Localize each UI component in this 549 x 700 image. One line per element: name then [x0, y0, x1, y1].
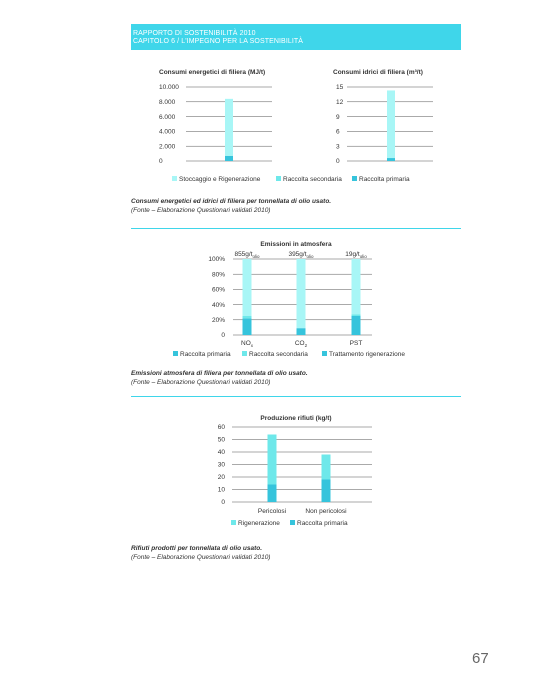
chart-rifiuti-title: Produzione rifiuti (kg/t)	[260, 415, 332, 422]
chart-rifiuti-bar-segment	[322, 455, 331, 480]
chart-idrici-bar-segment	[387, 158, 395, 161]
caption-consumi-title: Consumi energetici ed idrici di filiera per tonnellata di olio usato.	[131, 198, 332, 205]
chart-energia-tick-label: 2.000	[159, 143, 176, 151]
chart-idrici-tick-label: 15	[336, 84, 344, 92]
chart-consumi-legend-label: Raccolta primaria	[359, 176, 410, 183]
report-title: RAPPORTO DI SOSTENIBILITÀ 2010	[133, 30, 256, 37]
chart-energia-tick-label: 10.000	[159, 84, 179, 92]
chart-emissioni-bar-segment	[352, 259, 361, 314]
chart-energia-tick-label: 0	[159, 158, 163, 166]
chart-emissioni-bar-segment	[243, 316, 252, 318]
chart-rifiuti-legend-swatch	[290, 520, 295, 525]
caption-rifiuti-title: Rifiuti prodotti per tonnellata di olio usato.	[131, 545, 263, 552]
chart-emissioni-data-label: $395g/t_{olio}$	[288, 251, 314, 259]
chart-idrici-bar-segment	[387, 90, 395, 158]
chart-idrici-tick-label: 9	[336, 113, 340, 121]
chart-emissioni-legend-label: Trattamento rigenerazione	[329, 351, 405, 358]
chart-rifiuti-legend-swatch	[231, 520, 236, 525]
chart-consumi-legend-swatch	[276, 176, 281, 181]
section-divider	[131, 228, 461, 229]
chart-emissioni-bar-segment	[297, 328, 306, 335]
chart-emissioni-category-label: PST	[349, 340, 363, 347]
caption-consumi	[131, 197, 331, 215]
chart-rifiuti-tick-label: 10	[217, 486, 225, 494]
chart-rifiuti-tick-label: 50	[217, 436, 225, 444]
chart-emissioni-tick-label: 20%	[211, 317, 225, 324]
chart-emissioni-bar-segment	[297, 259, 306, 328]
chart-rifiuti-tick-label: 30	[217, 461, 225, 469]
chart-emissioni-tick-label: 60%	[211, 286, 225, 294]
chart-emissioni-data-label: $855g/t_{olio}$	[234, 251, 260, 259]
caption-emissioni-source: (Fonte – Elaborazione Questionari validati 2010)	[131, 379, 271, 386]
caption-consumi-source: (Fonte – Elaborazione Questionari validati 2010)	[131, 207, 271, 214]
chart-rifiuti-category-label: Pericolosi	[257, 508, 287, 515]
chart-energia-tick-label: 4.000	[159, 128, 176, 136]
chart-emissioni-tick-label: 80%	[211, 271, 225, 279]
chart-emissioni-legend-label: Raccolta secondaria	[249, 351, 308, 358]
chart-rifiuti-bar-segment	[322, 480, 331, 503]
chart-emissioni-tick-label: 40%	[211, 301, 225, 309]
chart-consumi-legend-swatch	[352, 176, 357, 181]
section-divider	[131, 396, 461, 397]
chart-emissioni-legend-swatch	[322, 351, 327, 356]
chart-energia-tick-label: 8.000	[159, 99, 176, 106]
chart-idrici-tick-label: 6	[336, 128, 340, 136]
chart-emissioni-legend-swatch	[242, 351, 247, 356]
chart-emissioni-category-label: $CO_2$	[294, 340, 308, 348]
chart-rifiuti-category-label: Non pericolosi	[305, 508, 347, 515]
chart-emissioni-bar-segment	[243, 318, 252, 335]
caption-rifiuti-source: (Fonte – Elaborazione Questionari validati 2010)	[131, 554, 271, 561]
chart-emissioni-bar-segment	[352, 314, 361, 316]
chart-idrici-tick-label: 0	[336, 158, 340, 166]
chart-rifiuti-tick-label: 20	[217, 474, 225, 482]
chapter-title: CAPITOLO 6 / L'IMPEGNO PER LA SOSTENIBILITÀ	[133, 38, 304, 45]
chart-idrici-title: Consumi idrici di filiera (m³/t)	[333, 69, 423, 76]
chart-energia-bar-segment	[225, 99, 233, 156]
chart-emissioni-data-label: $19g/t_{olio}$	[345, 251, 367, 259]
chart-idrici-tick-label: 3	[336, 143, 340, 151]
chart-rifiuti-tick-label: 60	[217, 424, 225, 432]
chart-energia-title: Consumi energetici di filiera (MJ/t)	[159, 69, 266, 76]
chart-emissioni-legend-swatch	[173, 351, 178, 356]
chart-emissioni-bar-segment	[352, 316, 361, 335]
chart-rifiuti-bar-segment	[268, 435, 277, 485]
chart-emissioni-tick-label: 0	[221, 332, 225, 340]
chart-rifiuti-legend-label: Rigenerazione	[238, 520, 280, 527]
chart-emissioni-category-label: $NO_x$	[241, 340, 253, 348]
chart-emissioni-bar-segment	[243, 259, 252, 316]
chart-rifiuti-tick-label: 0	[221, 499, 225, 507]
chart-emissioni-title: Emissioni in atmosfera	[260, 241, 332, 248]
chart-rifiuti-legend-label: Raccolta primaria	[297, 520, 348, 527]
chart-consumi-legend-swatch	[172, 176, 177, 181]
chart-rifiuti-tick-label: 40	[217, 449, 225, 457]
chart-energia-bar-segment	[225, 156, 233, 161]
chart-idrici-tick-label: 12	[336, 99, 344, 106]
caption-emissioni	[131, 369, 308, 387]
chart-consumi-legend-label: Raccolta secondaria	[283, 176, 342, 183]
chart-emissioni-tick-label: 100%	[208, 256, 225, 264]
caption-rifiuti	[131, 544, 270, 562]
page-number: 67	[472, 650, 489, 667]
chart-emissioni-legend-label: Raccolta primaria	[180, 351, 231, 358]
chart-consumi-legend-label: Stoccaggio e Rigenerazione	[179, 176, 261, 183]
chart-rifiuti-bar-segment	[268, 485, 277, 503]
chart-energia-tick-label: 6.000	[159, 113, 176, 121]
caption-emissioni-title: Emissioni atmosfera di filiera per tonnellata di olio usato.	[131, 370, 308, 377]
